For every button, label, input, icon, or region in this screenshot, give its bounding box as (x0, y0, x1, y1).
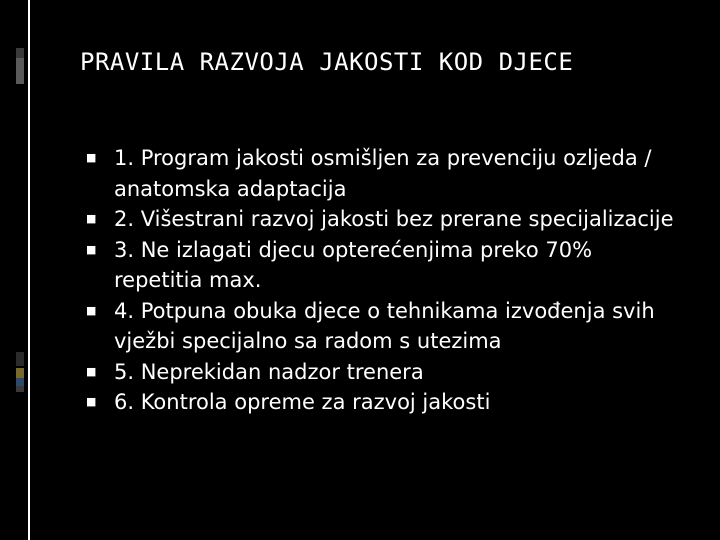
accent-bar-top (16, 48, 24, 58)
accent-bar-mid-4 (16, 386, 24, 392)
bullet-item-6 (86, 387, 686, 418)
square-bullet-icon: ■ (86, 364, 97, 378)
bullet-item-2 (86, 204, 686, 235)
bullet-item-4 (86, 296, 686, 357)
accent-bar-mid-2 (16, 368, 24, 378)
bullet-item-5 (86, 357, 686, 388)
square-bullet-icon: ■ (86, 151, 97, 164)
square-bullet-icon: ■ (86, 395, 97, 408)
bullet-text: 3. Ne izlagati djecu opterećenjima preko 70% repetitia max. (114, 237, 593, 292)
bullet-item-3 (86, 235, 686, 296)
accent-bar-mid-1 (16, 352, 24, 366)
square-bullet-icon: ■ (86, 303, 97, 317)
slide-title: PRAVILA RAZVOJA JAKOSTI KOD DJECE (80, 48, 574, 76)
square-bullet-icon: ■ (86, 242, 97, 256)
bullet-text: 4. Potpuna obuka djece o tehnikama izvođenja svih vježbi specijalno sa radom s utezima (114, 298, 655, 353)
bullet-text: 6. Kontrola opreme za razvoj jakosti (114, 390, 491, 414)
accent-bar-top-lower (16, 58, 24, 84)
square-bullet-icon: ■ (86, 212, 97, 225)
bullet-text: 5. Neprekidan nadzor trenera (114, 359, 424, 384)
bullet-list (86, 143, 686, 418)
left-rule-divider (28, 0, 30, 540)
bullet-text: 1. Program jakosti osmišljen za prevenciju ozljeda / anatomska adaptacija (114, 146, 652, 201)
bullet-item-1 (86, 143, 686, 204)
accent-bar-mid-3 (16, 378, 24, 386)
bullet-text: 2. Višestrani razvoj jakosti bez prerane specijalizacije (114, 207, 674, 231)
